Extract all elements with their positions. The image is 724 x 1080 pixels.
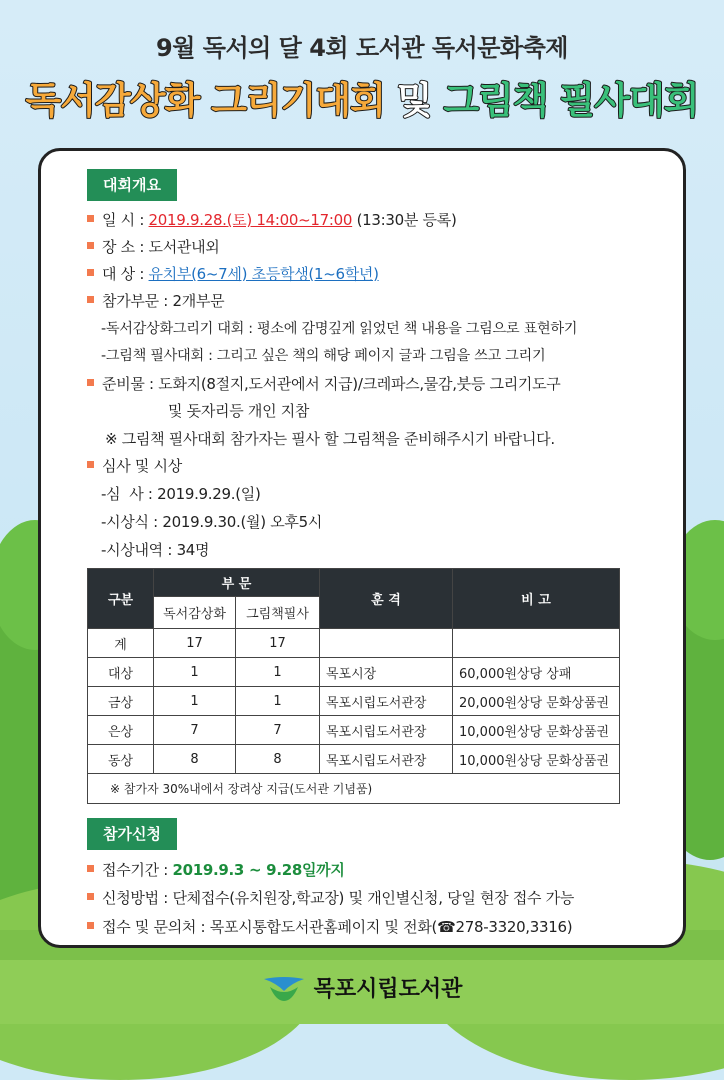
- table-footnote: ※ 참가자 30%내에서 장려상 지급(도서관 기념품): [88, 774, 620, 804]
- target-line: 대 상 : 유치부(6~7세) 초등학생(1~6학년): [87, 263, 379, 284]
- period-line: 접수기간 : 2019.9.3 ~ 9.28일까지: [87, 859, 345, 880]
- header-award: 훈 격: [320, 569, 453, 629]
- prep-note: ※ 그림책 필사대회 참가자는 필사 할 그림책을 준비해주시기 바랍니다.: [105, 430, 555, 448]
- category-drawing: -독서감상화그리기 대회 : 평소에 감명깊게 읽었던 책 내용을 그림으로 표현하기: [101, 321, 578, 337]
- header-copy: 그림책필사: [236, 597, 320, 629]
- bullet-icon: [87, 865, 94, 872]
- library-logo-icon: [262, 973, 306, 1003]
- table-row: 은상 7 7 목포시립도서관장 10,000원상당 문화상품권: [88, 716, 620, 745]
- title-copy-contest: 그림책 필사대회: [443, 79, 699, 122]
- title-and: 및: [396, 79, 432, 122]
- category-copy: -그림책 필사대회 : 그리고 싶은 책의 해당 페이지 글과 그림을 쓰고 그리기: [101, 348, 546, 364]
- judging-line: 심사 및 시상: [87, 455, 182, 476]
- prep-line-2: 및 돗자리등 개인 지참: [168, 402, 310, 420]
- table-row: 계 17 17: [88, 629, 620, 658]
- table-row: 동상 8 8 목포시립도서관장 10,000원상당 문화상품권: [88, 745, 620, 774]
- ceremony-date: -시상식 : 2019.9.30.(월) 오후5시: [101, 513, 323, 531]
- header-division: 부 문: [154, 569, 320, 597]
- table-row: 대상 1 1 목포시장 60,000원상당 상패: [88, 658, 620, 687]
- judging-date: -심 사 : 2019.9.29.(일): [101, 485, 261, 503]
- contact-line: 접수 및 문의처 : 목포시통합도서관홈페이지 및 전화(☎278-3320,3316): [87, 916, 572, 937]
- event-title: [0, 70, 724, 124]
- bullet-icon: [87, 215, 94, 222]
- date-value: 2019.9.28.(토) 14:00~17:00: [148, 211, 353, 229]
- target-value: 유치부(6~7세) 초등학생(1~6학년): [148, 265, 379, 283]
- header-reading: 독서감상화: [154, 597, 236, 629]
- bullet-icon: [87, 296, 94, 303]
- title-drawing-contest: 독서감상화 그리기대회: [25, 79, 385, 122]
- method-line: 신청방법 : 단체접수(유치원장,학교장) 및 개인별신청, 당일 현장 접수 가능: [87, 887, 574, 908]
- awards-count: -시상내역 : 34명: [101, 541, 210, 559]
- section-apply-heading: 참가신청: [87, 818, 177, 850]
- event-subtitle: 9월 독서의 달 4회 도서관 독서문화축제: [156, 34, 568, 62]
- category-line: 참가부문 : 2개부문: [87, 290, 224, 311]
- header-category: 구분: [88, 569, 154, 629]
- period-value: 2019.9.3 ~ 9.28일까지: [172, 861, 345, 879]
- header-note: 비 고: [453, 569, 620, 629]
- bullet-icon: [87, 379, 94, 386]
- date-line: 일 시 : 2019.9.28.(토) 14:00~17:00 (13:30분 등록): [87, 209, 457, 230]
- bullet-icon: [87, 461, 94, 468]
- bullet-icon: [87, 269, 94, 276]
- bullet-icon: [87, 922, 94, 929]
- awards-table: [87, 568, 620, 804]
- library-footer: [0, 972, 724, 1005]
- prep-line: 준비물 : 도화지(8절지,도서관에서 지급)/크레파스,물감,붓등 그리기도구: [87, 373, 560, 394]
- bullet-icon: [87, 893, 94, 900]
- bullet-icon: [87, 242, 94, 249]
- place-line: 장 소 : 도서관내외: [87, 236, 220, 257]
- table-row: 금상 1 1 목포시립도서관장 20,000원상당 문화상품권: [88, 687, 620, 716]
- section-overview-heading: 대회개요: [87, 169, 177, 201]
- library-name: 목포시립도서관: [313, 977, 463, 1002]
